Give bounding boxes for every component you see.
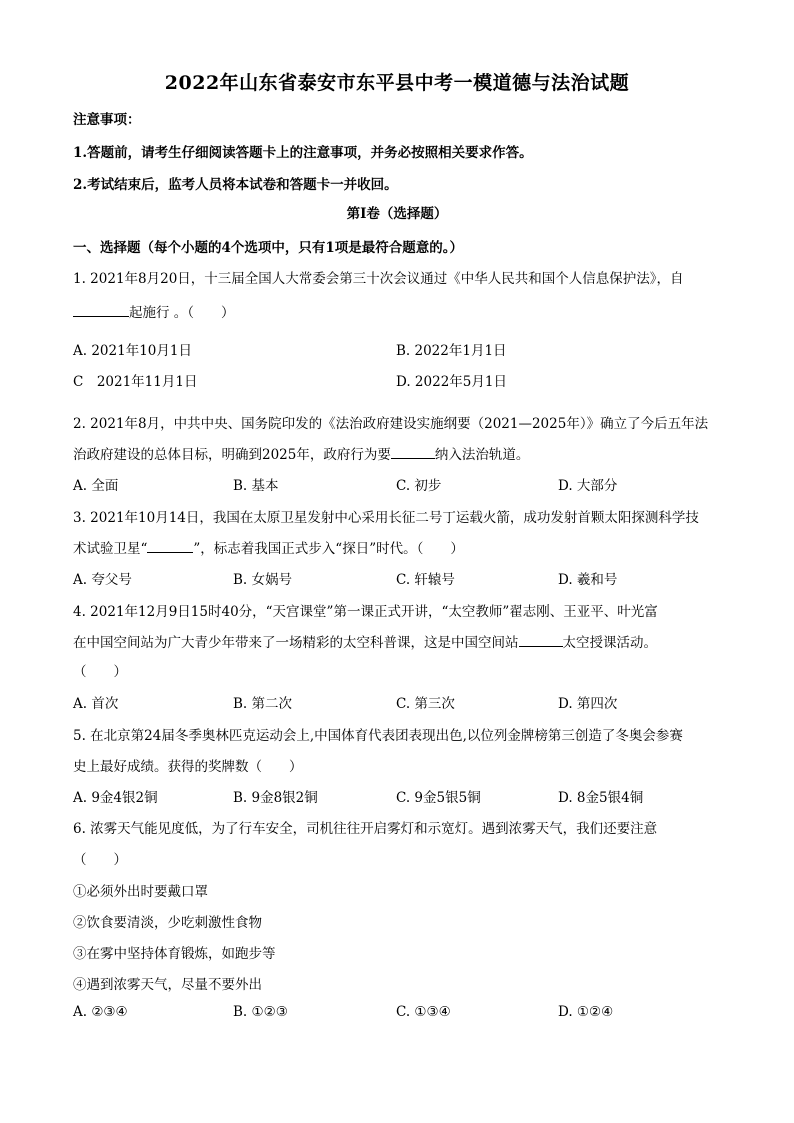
q6-options (73, 1004, 733, 1024)
q1-options-row2 (73, 370, 733, 390)
q2-stem-suffix: 纳入法治轨道。 (434, 447, 530, 463)
q1-blank (73, 302, 129, 317)
q5-stem-line2: 史上最好成绩。获得的奖牌数（ ） (73, 759, 303, 775)
q6-option-c[interactable]: C. ①③④ (396, 1004, 451, 1020)
q4-stem-line3: （ ） (73, 664, 127, 680)
q5-option-a[interactable]: A. 9金4银2铜 (73, 790, 158, 806)
notice-item-2: 2.考试结束后，监考人员将本试卷和答题卡一并收回。 (73, 177, 398, 193)
q1-option-a[interactable]: A. 2021年10月1日 (73, 343, 192, 359)
q3-blank (147, 538, 193, 553)
q4-blank (519, 632, 563, 647)
q4-stem-line2 (73, 631, 657, 651)
q2-option-a[interactable]: A. 全面 (73, 478, 119, 494)
q3-stem-line2 (73, 537, 464, 557)
q2-stem-line1: 2. 2021年8月，中共中央、国务院印发的《法治政府建设实施纲要（2021—2025年）》确立了今后五年法 (73, 416, 709, 432)
q4-stem-prefix: 在中国空间站为广大青少年带来了一场精彩的太空科普课，这是中国空间站 (73, 635, 519, 651)
q3-option-d[interactable]: D. 羲和号 (558, 572, 618, 588)
q5-option-b[interactable]: B. 9金8银2铜 (233, 790, 318, 806)
q6-option-b[interactable]: B. ①②③ (233, 1004, 288, 1020)
q4-option-c[interactable]: C. 第三次 (396, 696, 455, 712)
q6-option-a[interactable]: A. ②③④ (73, 1004, 128, 1020)
q4-option-d[interactable]: D. 第四次 (558, 696, 618, 712)
q6-item-4: ④遇到浓雾天气，尽量不要外出 (73, 977, 262, 993)
q3-option-c[interactable]: C. 轩辕号 (396, 572, 455, 588)
q1-options-row1 (73, 339, 733, 359)
notice-heading: 注意事项： (73, 112, 141, 128)
q1-stem-line1: 1. 2021年8月20日，十三届全国人大常委会第三十次会议通过《中华人民共和国个人信息保护法》，自 (73, 271, 684, 287)
q4-options (73, 692, 733, 712)
q4-stem-suffix: 太空授课活动。 (562, 635, 657, 651)
notice-item-1: 1.答题前，请考生仔细阅读答题卡上的注意事项，并务必按照相关要求作答。 (73, 145, 533, 161)
q2-blank (391, 444, 435, 459)
q6-option-d[interactable]: D. ①②④ (558, 1004, 614, 1020)
volume-heading: 第Ⅰ卷（选择题） (346, 206, 448, 222)
q2-option-c[interactable]: C. 初步 (396, 478, 442, 494)
q3-stem-prefix: 术试验卫星“ (73, 541, 148, 557)
q2-option-b[interactable]: B. 基本 (233, 478, 279, 494)
q1-stem-line2 (73, 301, 235, 321)
q6-stem-line2: （ ） (73, 852, 127, 868)
q3-options (73, 568, 733, 588)
q6-item-2: ②饮食要清淡，少吃刺激性食物 (73, 915, 262, 931)
q3-stem-line1: 3. 2021年10月14日，我国在太原卫星发射中心采用长征二号丁运载火箭，成功发射首颗太阳探测科学技 (73, 510, 699, 526)
q2-stem-line2 (73, 443, 529, 463)
q4-stem-line1: 4. 2021年12月9日15时40分，“天宫课堂”第一课正式开讲，“太空教师”翟志刚、王亚平、叶光富 (73, 604, 658, 620)
q4-option-b[interactable]: B. 第二次 (233, 696, 293, 712)
q6-item-1: ①必须外出时要戴口罩 (73, 884, 208, 900)
q5-option-c[interactable]: C. 9金5银5铜 (396, 790, 481, 806)
q2-option-d[interactable]: D. 大部分 (558, 478, 618, 494)
q3-option-a[interactable]: A. 夸父号 (73, 572, 132, 588)
q3-stem-suffix: ”，标志着我国正式步入“探日”时代。（ ） (193, 541, 464, 557)
q6-item-3: ③在雾中坚持体育锻炼，如跑步等 (73, 946, 276, 962)
q5-stem-line1: 5. 在北京第24届冬季奥林匹克运动会上,中国体育代表团表现出色,以位列金牌榜第三创造了冬奥会参赛 (73, 728, 683, 744)
q5-options (73, 786, 733, 806)
q2-options (73, 474, 733, 494)
q1-option-b[interactable]: B. 2022年1月1日 (396, 343, 507, 359)
q4-option-a[interactable]: A. 首次 (73, 696, 119, 712)
q1-option-d[interactable]: D. 2022年5月1日 (396, 374, 507, 390)
q1-option-c[interactable]: C 2021年11月1日 (73, 374, 198, 390)
page-title: 2022年山东省泰安市东平县中考一模道德与法治试题 (164, 72, 630, 94)
q5-option-d[interactable]: D. 8金5银4铜 (558, 790, 644, 806)
q6-stem-line1: 6. 浓雾天气能见度低，为了行车安全，司机往往开启雾灯和示宽灯。遇到浓雾天气，我们还要注意 (73, 821, 658, 837)
q3-option-b[interactable]: B. 女娲号 (233, 572, 293, 588)
q2-stem-prefix: 治政府建设的总体目标，明确到2025年，政府行为要 (73, 447, 391, 463)
section-heading: 一、选择题（每个小题的4个选项中，只有1项是最符合题意的。） (73, 240, 464, 256)
q1-stem-suffix: 起施行 。（ ） (129, 305, 235, 321)
